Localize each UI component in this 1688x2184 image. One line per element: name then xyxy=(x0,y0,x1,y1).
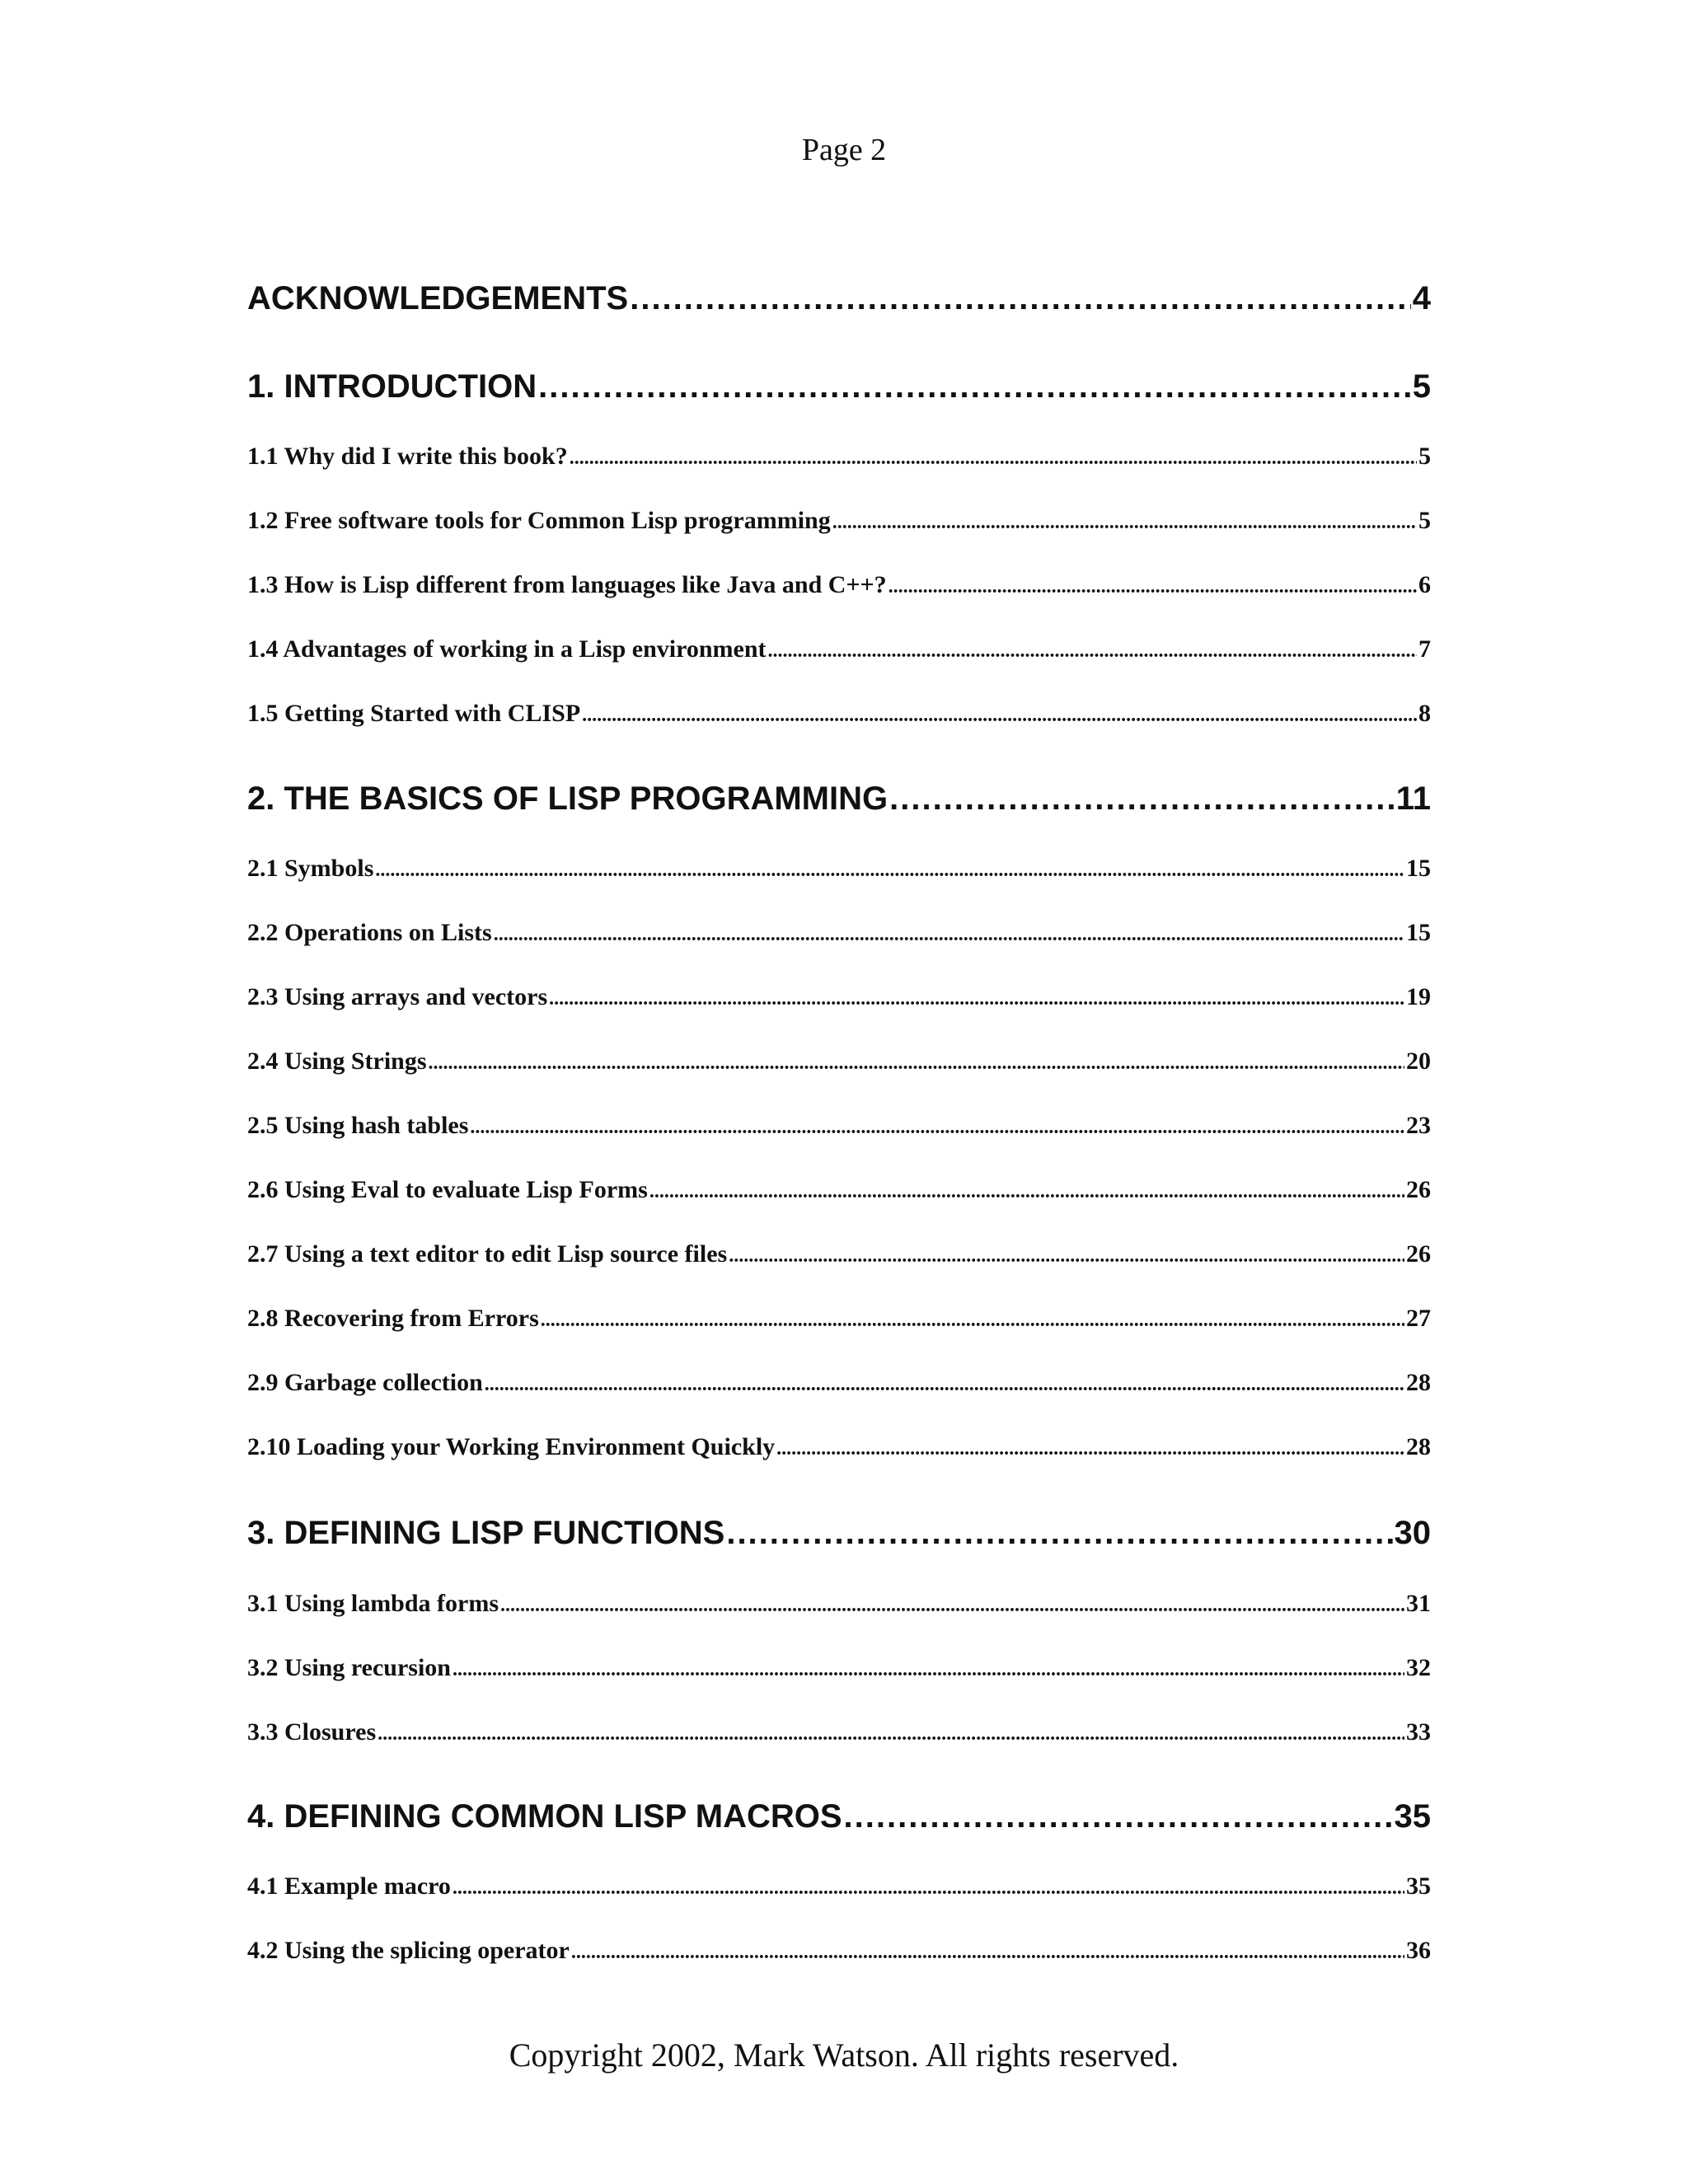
toc-entry[interactable] xyxy=(247,1718,1431,1746)
toc-entry-title: 2.5 Using hash tables xyxy=(247,1112,469,1139)
toc-entry-page: 7 xyxy=(1418,635,1431,663)
toc-leader-dots xyxy=(452,1659,1404,1681)
toc-entry[interactable] xyxy=(247,571,1431,599)
toc-entry-page: 20 xyxy=(1406,1047,1431,1075)
toc-entry-page: 30 xyxy=(1394,1515,1431,1551)
toc-leader-dots xyxy=(485,1374,1404,1396)
toc-leader-dots xyxy=(541,1310,1404,1332)
toc-entry-title: 3.1 Using lambda forms xyxy=(247,1590,499,1617)
toc-entry-title: 1.4 Advantages of working in a Lisp environment xyxy=(247,635,767,663)
toc-leader-dots xyxy=(776,1438,1404,1460)
toc-entry[interactable] xyxy=(247,1305,1431,1333)
toc-leader-dots xyxy=(429,1052,1404,1075)
toc-leader-dots xyxy=(649,1181,1404,1203)
toc-entry-title: 1.2 Free software tools for Common Lisp programming xyxy=(247,507,831,534)
toc-entry-page: 35 xyxy=(1406,1872,1431,1900)
toc-entry-title: 2. THE BASICS OF LISP PROGRAMMING xyxy=(247,780,889,817)
toc-leader-dots xyxy=(889,576,1417,598)
toc-entry-page: 4 xyxy=(1412,280,1431,316)
toc-leader-dots xyxy=(582,705,1417,727)
toc-entry[interactable] xyxy=(247,368,1431,405)
toc-entry[interactable] xyxy=(247,700,1431,728)
toc-entry-page: 6 xyxy=(1418,571,1431,598)
toc-entry[interactable] xyxy=(247,1112,1431,1140)
toc-entry-title: 2.1 Symbols xyxy=(247,855,374,882)
toc-entry[interactable] xyxy=(247,855,1431,883)
toc-entry-title: 2.10 Loading your Working Environment Quickly xyxy=(247,1433,776,1460)
toc-entry[interactable] xyxy=(247,1433,1431,1461)
toc-entry-page: 27 xyxy=(1406,1305,1431,1332)
toc-entry[interactable] xyxy=(247,635,1431,663)
toc-entry-title: 3.2 Using recursion xyxy=(247,1654,451,1681)
toc-entry[interactable] xyxy=(247,983,1431,1011)
toc-entry-page: 5 xyxy=(1418,507,1431,534)
toc-leader-dots xyxy=(375,860,1404,882)
toc-entry[interactable] xyxy=(247,1515,1431,1552)
toc-entry[interactable] xyxy=(247,280,1431,317)
toc-entry-page: 35 xyxy=(1394,1798,1431,1835)
toc-entry[interactable] xyxy=(247,507,1431,535)
toc-entry[interactable] xyxy=(247,780,1431,818)
toc-entry-title: 2.9 Garbage collection xyxy=(247,1369,483,1396)
toc-entry-title: 1.5 Getting Started with CLISP xyxy=(247,700,581,727)
toc-entry[interactable] xyxy=(247,919,1431,947)
toc-entry-page: 23 xyxy=(1406,1112,1431,1139)
toc-entry-title: 2.4 Using Strings xyxy=(247,1047,427,1075)
toc-leader-dots xyxy=(549,988,1404,1010)
toc-entry-title: 2.2 Operations on Lists xyxy=(247,919,492,946)
toc-leader-dots xyxy=(726,1515,1392,1552)
toc-entry[interactable] xyxy=(247,1240,1431,1268)
toc-leader-dots xyxy=(570,448,1417,470)
toc-entry-page: 11 xyxy=(1395,780,1431,817)
toc-entry-page: 15 xyxy=(1406,855,1431,882)
toc-entry-title: 2.8 Recovering from Errors xyxy=(247,1305,539,1332)
toc-entry[interactable] xyxy=(247,1798,1431,1835)
toc-entry-title: 3.3 Closures xyxy=(247,1718,377,1746)
toc-leader-dots xyxy=(538,368,1411,405)
toc-entry-page: 5 xyxy=(1412,368,1431,405)
toc-leader-dots xyxy=(844,1798,1393,1835)
toc-entry-page: 5 xyxy=(1418,443,1431,470)
toc-entry-title: 4. DEFINING COMMON LISP MACROS xyxy=(247,1798,842,1835)
toc-entry-title: 1.1 Why did I write this book? xyxy=(247,443,568,470)
toc-leader-dots xyxy=(452,1877,1404,1900)
toc-entry-page: 28 xyxy=(1406,1369,1431,1396)
toc-entry-page: 32 xyxy=(1406,1654,1431,1681)
toc-leader-dots xyxy=(630,280,1411,317)
toc-entry-title: 1. INTRODUCTION xyxy=(247,368,537,405)
toc-leader-dots xyxy=(377,1723,1404,1746)
toc-entry-page: 33 xyxy=(1406,1718,1431,1746)
toc-entry[interactable] xyxy=(247,1872,1431,1900)
toc-entry[interactable] xyxy=(247,1369,1431,1397)
toc-entry[interactable] xyxy=(247,443,1431,471)
page-number-header: Page 2 xyxy=(801,133,887,167)
toc-leader-dots xyxy=(571,1942,1404,1964)
toc-entry-title: 4.1 Example macro xyxy=(247,1872,451,1900)
toc-entry[interactable] xyxy=(247,1590,1431,1618)
toc-entry-page: 19 xyxy=(1406,983,1431,1010)
toc-entry-title: 2.7 Using a text editor to edit Lisp source files xyxy=(247,1240,728,1268)
toc-leader-dots xyxy=(768,640,1417,663)
toc-entry-title: 1.3 How is Lisp different from languages like Java and C++? xyxy=(247,571,887,598)
toc-entry-title: 2.6 Using Eval to evaluate Lisp Forms xyxy=(247,1176,648,1203)
toc-entry-page: 26 xyxy=(1406,1240,1431,1268)
toc-entry[interactable] xyxy=(247,1937,1431,1965)
toc-leader-dots xyxy=(729,1245,1404,1268)
toc-leader-dots xyxy=(500,1595,1404,1617)
toc-leader-dots xyxy=(889,780,1395,818)
toc-entry-page: 31 xyxy=(1406,1590,1431,1617)
toc-entry[interactable] xyxy=(247,1654,1431,1682)
toc-leader-dots xyxy=(494,924,1404,946)
toc-entry-page: 15 xyxy=(1406,919,1431,946)
toc-entry-title: ACKNOWLEDGEMENTS xyxy=(247,280,629,316)
toc-entry-page: 8 xyxy=(1418,700,1431,727)
toc-leader-dots xyxy=(470,1117,1404,1139)
toc-entry[interactable] xyxy=(247,1176,1431,1204)
toc-entry-page: 36 xyxy=(1406,1937,1431,1964)
toc-entry-title: 3. DEFINING LISP FUNCTIONS xyxy=(247,1515,725,1551)
toc-entry-title: 4.2 Using the splicing operator xyxy=(247,1937,570,1964)
toc-leader-dots xyxy=(832,512,1417,534)
copyright-footer: Copyright 2002, Mark Watson. All rights reserved. xyxy=(509,2036,1179,2074)
toc-entry-page: 28 xyxy=(1406,1433,1431,1460)
toc-entry-page: 26 xyxy=(1406,1176,1431,1203)
toc-entry-title: 2.3 Using arrays and vectors xyxy=(247,983,548,1010)
toc-entry[interactable] xyxy=(247,1047,1431,1076)
